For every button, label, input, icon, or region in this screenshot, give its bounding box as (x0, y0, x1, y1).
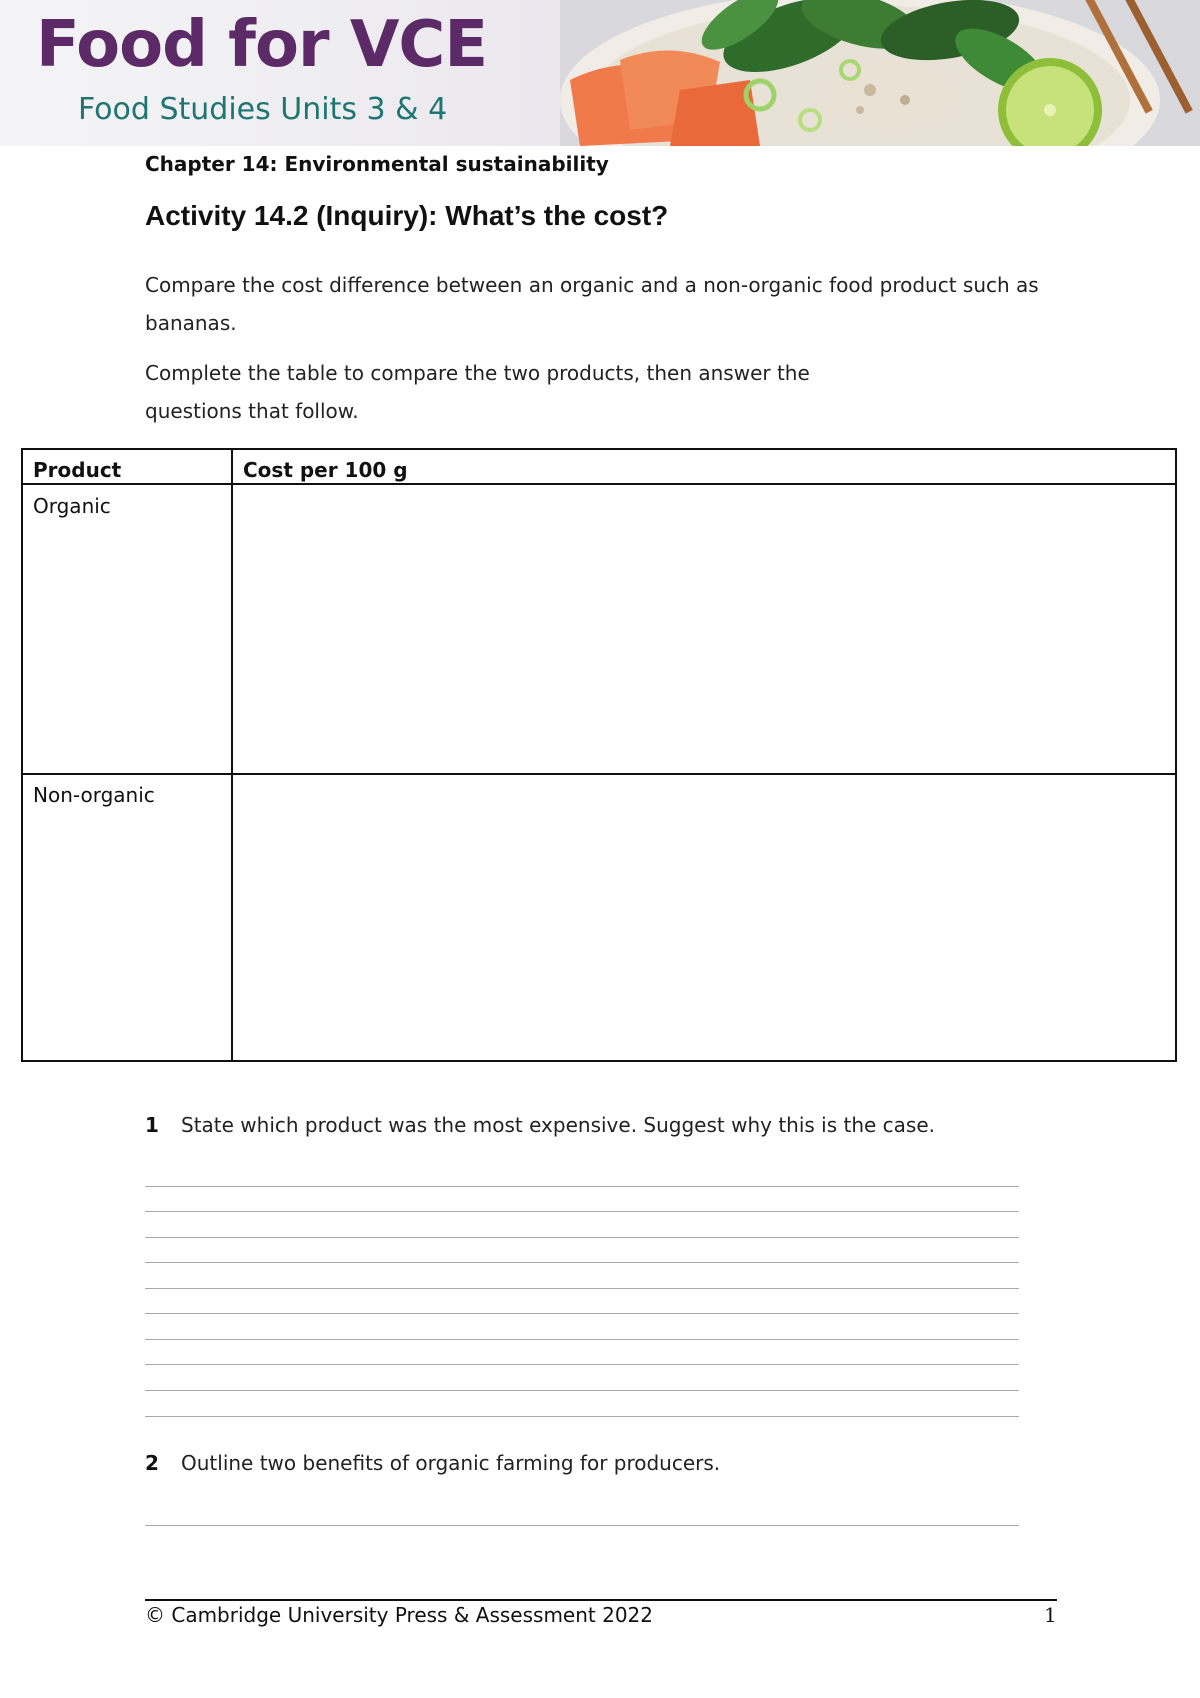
answer-line[interactable] (145, 1525, 1019, 1526)
table-header-cost: Cost per 100 g (243, 458, 408, 482)
footer-divider (145, 1599, 1057, 1601)
question-number: 2 (145, 1451, 159, 1475)
activity-title: Activity 14.2 (Inquiry): What’s the cost? (145, 200, 669, 231)
answer-line[interactable] (145, 1237, 1019, 1238)
table-row-label-organic: Organic (33, 494, 111, 518)
brand-title: Food for VCE (36, 8, 488, 82)
table-cell-non-organic-cost[interactable] (243, 783, 1163, 1053)
header-banner (0, 0, 1200, 146)
answer-line[interactable] (145, 1390, 1019, 1391)
answer-line[interactable] (145, 1339, 1019, 1340)
answer-line[interactable] (145, 1288, 1019, 1289)
table-header-product: Product (33, 458, 122, 482)
chapter-heading: Chapter 14: Environmental sustainability (145, 152, 609, 176)
instruction-paragraph: Compare the cost difference between an organic and a non-organic food product such as bananas. (145, 273, 1039, 335)
question-2 (145, 1451, 720, 1475)
answer-line[interactable] (145, 1262, 1019, 1263)
table-row-label-non-organic: Non-organic (33, 783, 155, 807)
answer-line[interactable] (145, 1416, 1019, 1417)
salad-bowl-image (560, 0, 1200, 146)
question-number: 1 (145, 1113, 159, 1137)
instruction-paragraph: Complete the table to compare the two products, then answer the questions that follow. (145, 361, 810, 423)
page-number: 1 (1044, 1603, 1057, 1627)
question-1 (145, 1113, 935, 1137)
answer-line[interactable] (145, 1211, 1019, 1212)
brand-subtitle: Food Studies Units 3 & 4 (78, 92, 448, 127)
answer-line[interactable] (145, 1186, 1019, 1187)
comparison-table (21, 448, 1177, 1062)
question-text: State which product was the most expensive. Suggest why this is the case. (181, 1113, 936, 1137)
answer-line[interactable] (145, 1364, 1019, 1365)
table-header-row (23, 450, 1175, 485)
table-cell-organic-cost[interactable] (243, 494, 1163, 764)
footer-copyright: © Cambridge University Press & Assessment 2022 (145, 1603, 654, 1627)
question-text: Outline two benefits of organic farming for producers. (181, 1451, 721, 1475)
answer-line[interactable] (145, 1313, 1019, 1314)
